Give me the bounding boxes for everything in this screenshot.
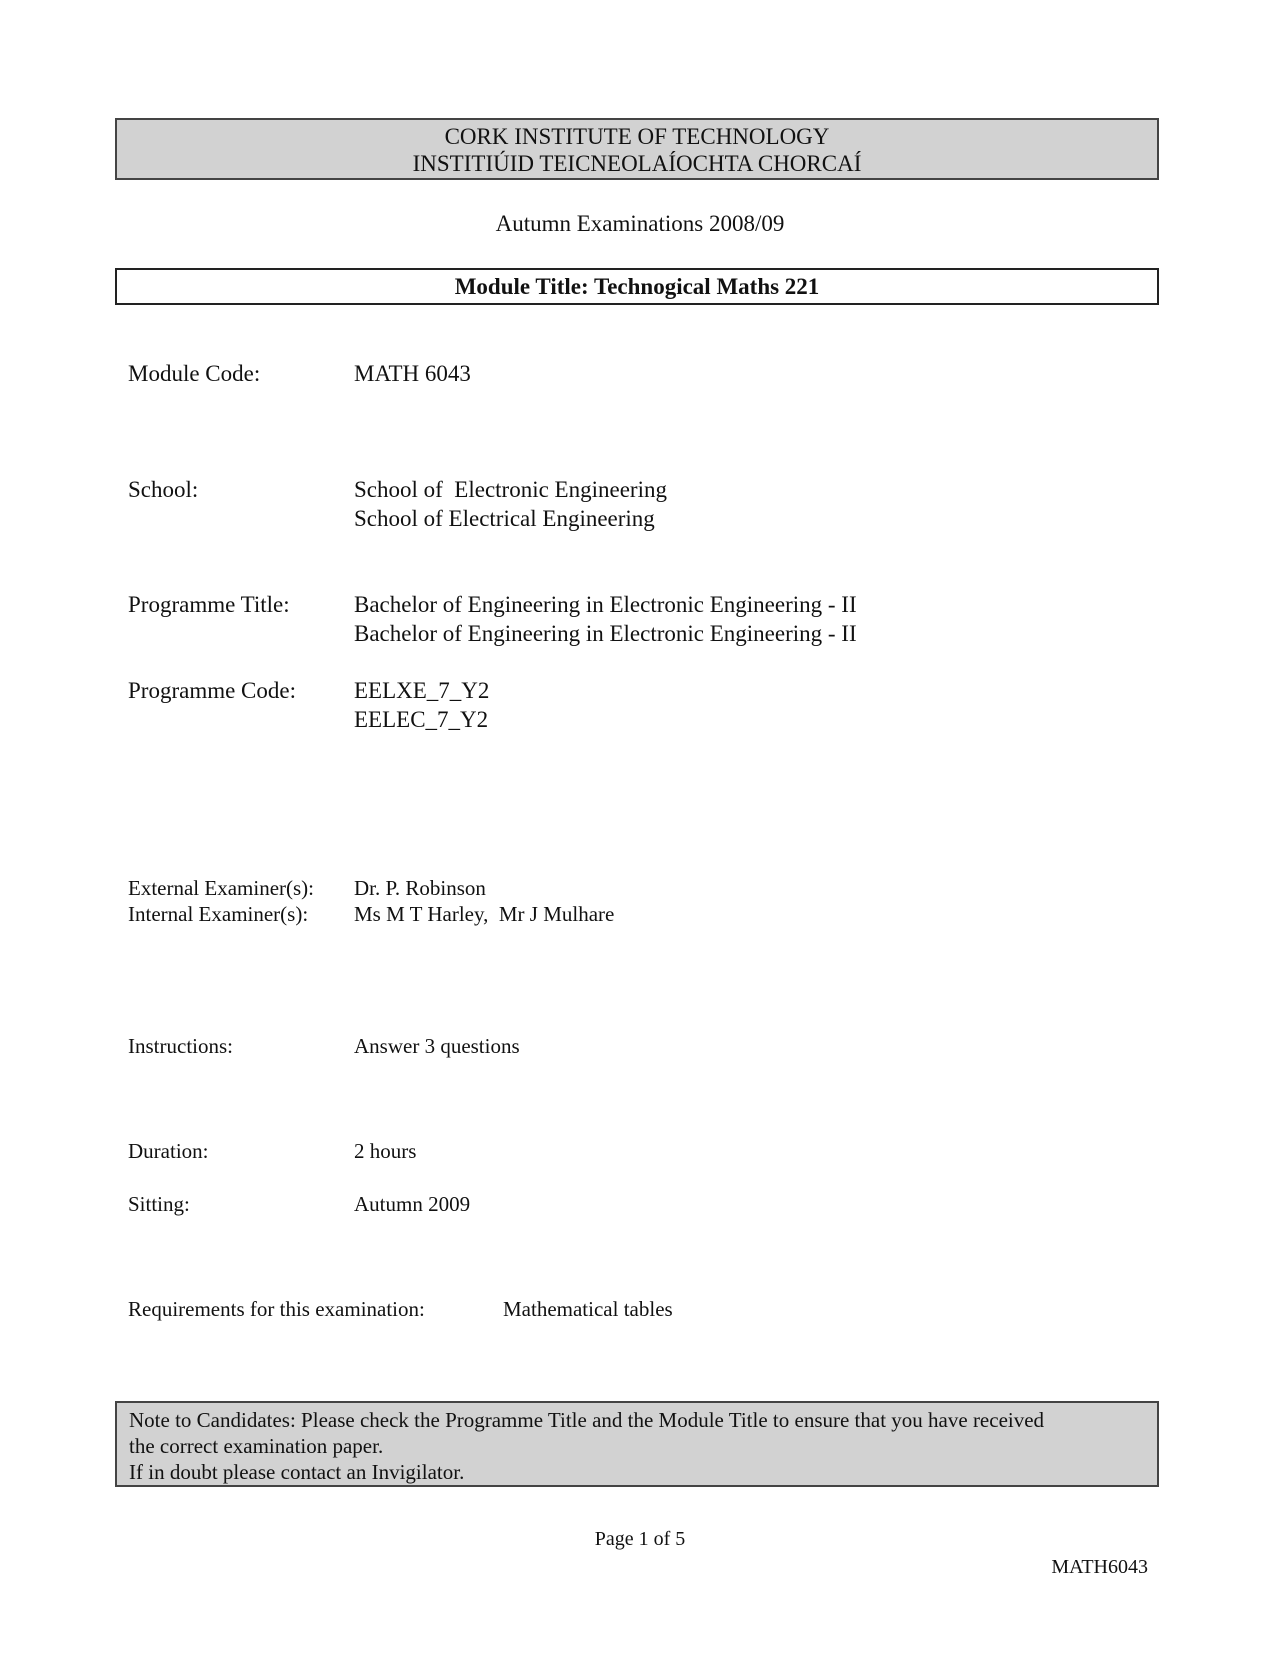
programme-title-label: Programme Title: [128,592,290,617]
note-line-3: If in doubt please contact an Invigilator. [129,1460,465,1484]
instructions-label: Instructions: [128,1034,233,1058]
footer-module-code: MATH6043 [1051,1556,1148,1578]
module-code-label: Module Code: [128,361,261,386]
internal-examiner-label: Internal Examiner(s): [128,902,309,926]
sitting-label: Sitting: [128,1192,190,1216]
programme-title-value-1: Bachelor of Engineering in Electronic Engineering - II [354,592,857,617]
duration-label: Duration: [128,1139,209,1163]
external-examiner-label: External Examiner(s): [128,876,315,900]
internal-examiner-value: Ms M T Harley, Mr J Mulhare [354,902,615,926]
school-value-2: School of Electrical Engineering [354,506,655,531]
institute-name-english: CORK INSTITUTE OF TECHNOLOGY [444,124,830,149]
module-title: Module Title: Technogical Maths 221 [115,268,1159,305]
programme-code-label: Programme Code: [128,678,296,703]
institute-name-irish: INSTITIÚID TEICNEOLAÍOCHTA CHORCAÍ [412,151,862,176]
exam-session-title: Autumn Examinations 2008/09 [495,211,785,236]
module-code-value: MATH 6043 [354,361,471,386]
note-line-2: the correct examination paper. [129,1434,384,1458]
external-examiner-value: Dr. P. Robinson [354,876,486,900]
programme-code-value-2: EELEC_7_Y2 [354,707,489,732]
requirements-label: Requirements for this examination: [128,1297,425,1321]
instructions-value: Answer 3 questions [354,1034,520,1058]
duration-value: 2 hours [354,1139,417,1163]
programme-title-value-2: Bachelor of Engineering in Electronic Engineering - II [354,621,857,646]
note-line-1: Note to Candidates: Please check the Programme Title and the Module Title to ensure that you have received [129,1408,1045,1432]
programme-code-value-1: EELXE_7_Y2 [354,678,490,703]
requirements-value: Mathematical tables [503,1297,673,1321]
school-value-1: School of Electronic Engineering [354,477,667,502]
sitting-value: Autumn 2009 [354,1192,471,1216]
institute-header [115,118,1159,180]
note-to-candidates [115,1401,1159,1487]
page-number: Page 1 of 5 [594,1528,686,1550]
school-label: School: [128,477,199,502]
